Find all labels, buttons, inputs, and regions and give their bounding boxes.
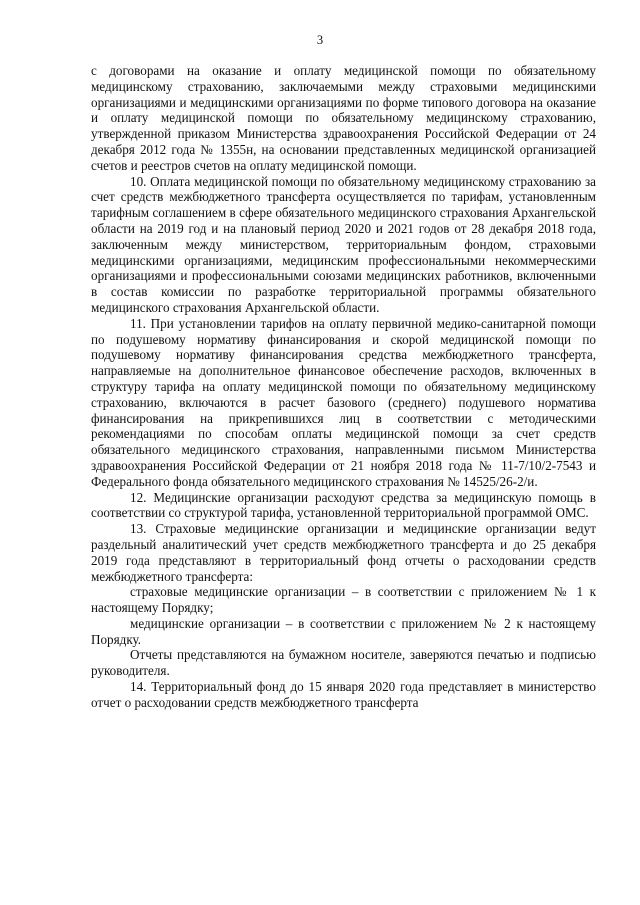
paragraph-12: 12. Медицинские организации расходуют средства за медицинскую помощь в соответствии со структурой тарифа, установленной территориальной программой ОМС. bbox=[91, 489, 596, 521]
paragraph-11: 11. При установлении тарифов на оплату первичной медико-санитарной помощи по подушевому нормативу финансирования и скорой медицинской помощи по подушевому нормативу финансирования средства межбюджетного трансферта, направляемые на дополнительное финансовое обеспечение расходов, включенных в структуру тарифа на оплату медицинской помощи по обязательному медицинскому страхованию, включаются в расчет базового (среднего) подушевого норматива финансирования на прикрепившихся лиц в соответствии с методическими рекомендациями по способам оплаты медицинской помощи за счет средств обязательного медицинского страхования, направленными письмом Министерства здравоохранения Российской Федерации от 21 ноября 2018 года № 11-7/10/2-7543 и Федерального фонда обязательного медицинского страхования № 14525/26-2/и. bbox=[91, 315, 596, 489]
paragraph-14: 14. Территориальный фонд до 15 января 2020 года представляет в министерство отчет о расходовании средств межбюджетного трансферта bbox=[91, 679, 596, 710]
paragraph-reports: Отчеты представляются на бумажном носителе, заверяются печатью и подписью руководителя. bbox=[91, 647, 596, 679]
page-number: 3 bbox=[316, 33, 324, 47]
paragraph-13-insurers: страховые медицинские организации – в соответствии с приложением № 1 к настоящему Порядку; bbox=[91, 584, 596, 616]
paragraph-continuation: с договорами на оказание и оплату медицинской помощи по обязательному медицинскому страхованию, заключаемыми между страховыми медицинскими организациями и медицинскими организациями по форме типового договора на оказание и оплату медицинской помощи по обязательному медицинскому страхованию, утвержденной приказом Министерства здравоохранения Российской Федерации от 24 декабря 2012 года № 1355н, на основании представленных медицинской организацией счетов и реестров счетов на оплату медицинской помощи. bbox=[91, 63, 596, 173]
paragraph-13: 13. Страховые медицинские организации и медицинские организации ведут раздельный аналитический учет средств межбюджетного трансферта и до 25 декабря 2019 года представляют в территориальный фонд отчеты о расходовании средств межбюджетного трансферта: bbox=[91, 521, 596, 584]
paragraph-10: 10. Оплата медицинской помощи по обязательному медицинскому страхованию за счет средств межбюджетного трансферта осуществляется по тарифам, установленным тарифным соглашением в сфере обязательного медицинского страхования Архангельской области на 2019 год и на плановый период 2020 и 2021 годов от 28 декабря 2018 года, заключенным между министерством, территориальным фондом, страховыми медицинскими организациями, медицинским профессиональными некоммерческими организациями и профессиональными союзами медицинских работников, включенными в состав комиссии по разработке территориальной программы обязательного медицинского страхования Архангельской области. bbox=[91, 173, 596, 315]
document-body bbox=[91, 63, 596, 711]
paragraph-13-medical-orgs: медицинские организации – в соответствии с приложением № 2 к настоящему Порядку. bbox=[91, 615, 596, 647]
